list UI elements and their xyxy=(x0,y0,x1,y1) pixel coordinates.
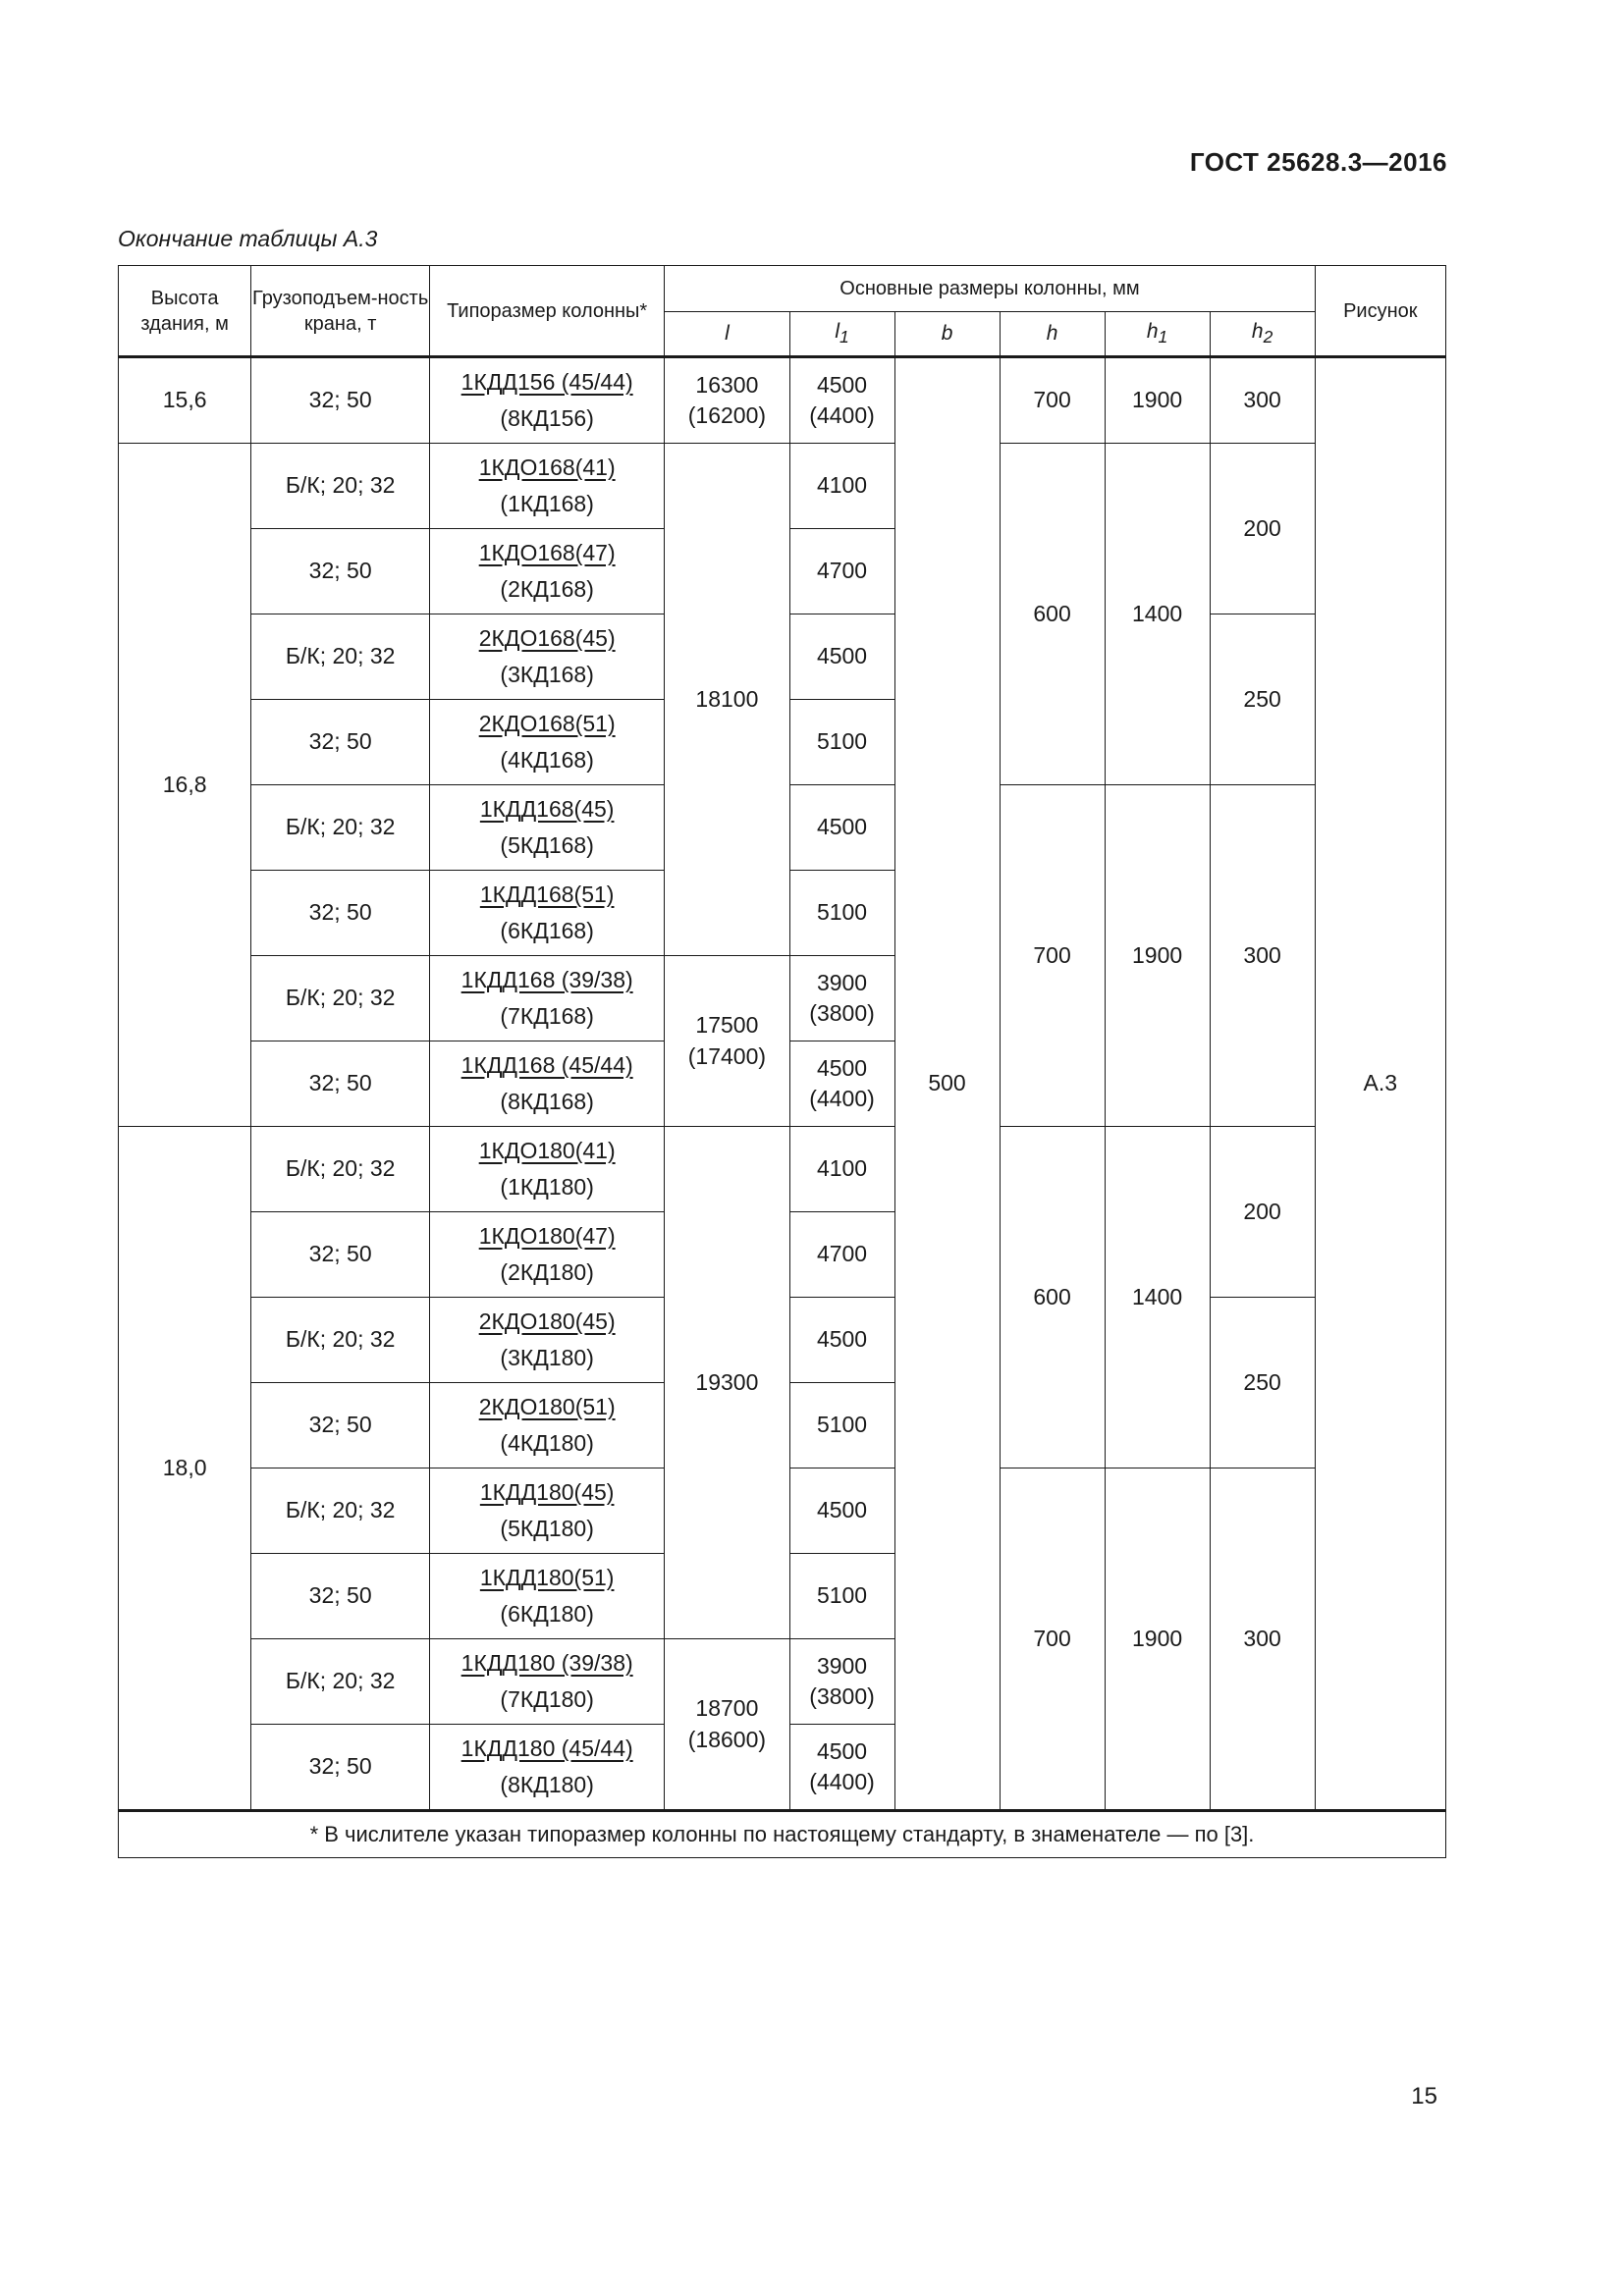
capacity-cell: 32; 50 xyxy=(251,357,430,444)
type-cell: $\frac{\text{2КДО168(51)}}{(4КД168)}$ xyxy=(430,700,665,785)
height-cell: 16,8 xyxy=(119,444,251,1127)
l1-cell: 4700 xyxy=(789,1212,894,1298)
h-cell: 700 xyxy=(1000,785,1105,1127)
header-dimensions: Основные размеры колонны, мм xyxy=(665,266,1315,312)
capacity-cell: 32; 50 xyxy=(251,1554,430,1639)
capacity-cell: 32; 50 xyxy=(251,1041,430,1127)
type-cell: $\frac{\text{1КДО168(47)}}{(2КД168)}$ xyxy=(430,529,665,614)
l1-cell: 4500 xyxy=(789,614,894,700)
h1-cell: 1900 xyxy=(1105,357,1210,444)
type-cell: $\frac{\text{1КДД168(45)}}{(5КД168)}$ xyxy=(430,785,665,871)
h1-cell: 1900 xyxy=(1105,1468,1210,1811)
capacity-cell: 32; 50 xyxy=(251,1212,430,1298)
capacity-cell: Б/К; 20; 32 xyxy=(251,785,430,871)
l1-cell: 5100 xyxy=(789,1383,894,1468)
header-l1: $l_1$ xyxy=(789,312,894,357)
l-cell: 18100 xyxy=(665,444,789,956)
capacity-cell: Б/К; 20; 32 xyxy=(251,1298,430,1383)
header-l: l xyxy=(665,312,789,357)
l1-cell: 4500 (4400) xyxy=(789,1041,894,1127)
h1-cell: 1400 xyxy=(1105,444,1210,785)
h2-cell: 250 xyxy=(1210,1298,1315,1468)
header-h: h xyxy=(1000,312,1105,357)
type-cell: $\frac{\text{2КДО180(51)}}{(4КД180)}$ xyxy=(430,1383,665,1468)
b-cell: 500 xyxy=(894,357,1000,1811)
h1-cell: 1400 xyxy=(1105,1127,1210,1468)
type-cell: $\frac{\text{1КДД168(51)}}{(6КД168)}$ xyxy=(430,871,665,956)
l1-cell: 4100 xyxy=(789,444,894,529)
header-h1: $h_1$ xyxy=(1105,312,1210,357)
h2-cell: 250 xyxy=(1210,614,1315,785)
document-code: ГОСТ 25628.3—2016 xyxy=(1189,147,1447,177)
header-figure: Рисунок xyxy=(1315,266,1445,357)
l1-cell: 5100 xyxy=(789,871,894,956)
l1-cell: 4500 xyxy=(789,1298,894,1383)
page-number: 15 xyxy=(1411,2083,1437,2109)
l-cell: 19300 xyxy=(665,1127,789,1639)
l1-cell: 5100 xyxy=(789,700,894,785)
figure-cell: А.3 xyxy=(1315,357,1445,1811)
l1-cell: 4700 xyxy=(789,529,894,614)
h2-cell: 200 xyxy=(1210,1127,1315,1298)
capacity-cell: 32; 50 xyxy=(251,529,430,614)
capacity-cell: Б/К; 20; 32 xyxy=(251,1639,430,1725)
h2-cell: 300 xyxy=(1210,357,1315,444)
h2-cell: 300 xyxy=(1210,785,1315,1127)
l-cell: 18700 (18600) xyxy=(665,1639,789,1811)
table-footnote: * В числителе указан типоразмер колонны по настоящему стандарту, в знаменателе — по [3]. xyxy=(119,1811,1446,1858)
type-cell: $\frac{\text{1КДО180(41)}}{(1КД180)}$ xyxy=(430,1127,665,1212)
columns-table xyxy=(118,265,1446,1858)
type-cell: $\frac{\text{2КДО168(45)}}{(3КД168)}$ xyxy=(430,614,665,700)
capacity-cell: 32; 50 xyxy=(251,700,430,785)
header-capacity: Грузоподъем-ность крана, т xyxy=(251,266,430,357)
h-cell: 700 xyxy=(1000,1468,1105,1811)
capacity-cell: Б/К; 20; 32 xyxy=(251,956,430,1041)
l-cell: 16300 (16200) xyxy=(665,357,789,444)
type-cell: $\frac{\text{1КДД168 (39/38)}}{(7КД168)}$ xyxy=(430,956,665,1041)
type-cell: $\frac{\text{1КДО180(47)}}{(2КД180)}$ xyxy=(430,1212,665,1298)
capacity-cell: Б/К; 20; 32 xyxy=(251,1127,430,1212)
header-b: b xyxy=(894,312,1000,357)
type-cell: $\frac{\text{1КДО168(41)}}{(1КД168)}$ xyxy=(430,444,665,529)
l1-cell: 4500 xyxy=(789,785,894,871)
header-height: Высота здания, м xyxy=(119,266,251,357)
capacity-cell: Б/К; 20; 32 xyxy=(251,614,430,700)
l1-cell: 3900 (3800) xyxy=(789,1639,894,1725)
height-cell: 15,6 xyxy=(119,357,251,444)
h-cell: 700 xyxy=(1000,357,1105,444)
type-cell: $\frac{\text{2КДО180(45)}}{(3КД180)}$ xyxy=(430,1298,665,1383)
h-cell: 600 xyxy=(1000,444,1105,785)
capacity-cell: 32; 50 xyxy=(251,871,430,956)
l1-cell: 4500 xyxy=(789,1468,894,1554)
l-cell: 17500 (17400) xyxy=(665,956,789,1127)
header-type: Типоразмер колонны* xyxy=(430,266,665,357)
type-cell: $\frac{\text{1КДД168 (45/44)}}{(8КД168)}$ xyxy=(430,1041,665,1127)
l1-cell: 5100 xyxy=(789,1554,894,1639)
type-cell: $\frac{\text{1КДД180(51)}}{(6КД180)}$ xyxy=(430,1554,665,1639)
type-cell: $\frac{\text{1КДД156 (45/44)}}{(8КД156)}$ xyxy=(430,357,665,444)
header-h2: $h_2$ xyxy=(1210,312,1315,357)
table-caption: Окончание таблицы А.3 xyxy=(118,226,378,251)
height-cell: 18,0 xyxy=(119,1127,251,1811)
capacity-cell: Б/К; 20; 32 xyxy=(251,1468,430,1554)
capacity-cell: 32; 50 xyxy=(251,1383,430,1468)
l1-cell: 4100 xyxy=(789,1127,894,1212)
h2-cell: 300 xyxy=(1210,1468,1315,1811)
l1-cell: 4500 (4400) xyxy=(789,1725,894,1811)
h-cell: 600 xyxy=(1000,1127,1105,1468)
type-cell: $\frac{\text{1КДД180 (45/44)}}{(8КД180)}$ xyxy=(430,1725,665,1811)
h2-cell: 200 xyxy=(1210,444,1315,614)
capacity-cell: 32; 50 xyxy=(251,1725,430,1811)
capacity-cell: Б/К; 20; 32 xyxy=(251,444,430,529)
l1-cell: 3900 (3800) xyxy=(789,956,894,1041)
type-cell: $\frac{\text{1КДД180 (39/38)}}{(7КД180)}$ xyxy=(430,1639,665,1725)
l1-cell: 4500 (4400) xyxy=(789,357,894,444)
h1-cell: 1900 xyxy=(1105,785,1210,1127)
type-cell: $\frac{\text{1КДД180(45)}}{(5КД180)}$ xyxy=(430,1468,665,1554)
